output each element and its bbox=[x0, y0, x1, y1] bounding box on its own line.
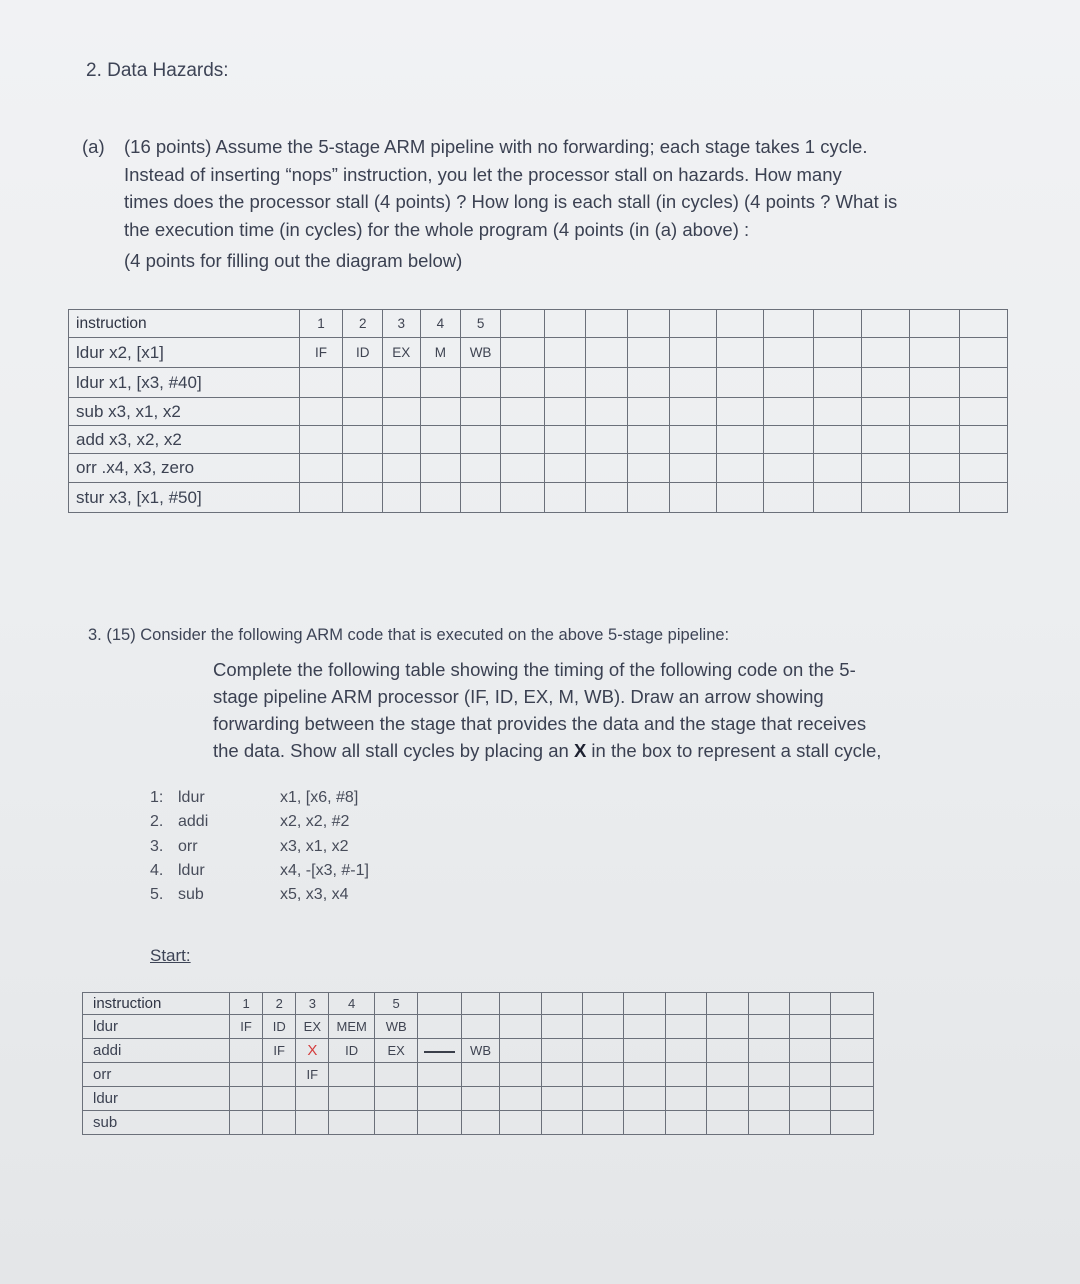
stage-cell[interactable] bbox=[500, 483, 544, 513]
part-a-label: (a) bbox=[82, 136, 105, 157]
stage-cell[interactable] bbox=[831, 1015, 874, 1039]
stage-cell[interactable] bbox=[544, 426, 586, 454]
stage-cell[interactable] bbox=[343, 454, 383, 483]
cycle-number-cell: 2 bbox=[343, 310, 383, 338]
stage-cell[interactable] bbox=[541, 1111, 582, 1135]
stage-cell[interactable] bbox=[418, 1087, 461, 1111]
stage-cell[interactable] bbox=[420, 483, 461, 513]
code-line-operands: x1, [x6, #8] bbox=[280, 789, 359, 806]
part-a-line-5: (4 points for filling out the diagram below) bbox=[124, 250, 463, 271]
stage-cell[interactable] bbox=[263, 1063, 296, 1087]
stage-cell[interactable]: ID bbox=[343, 338, 383, 368]
stage-cell[interactable]: EX bbox=[296, 1015, 329, 1039]
cycle-number-cell bbox=[418, 993, 461, 1015]
instruction-cell: sub bbox=[83, 1111, 230, 1135]
stage-cell[interactable] bbox=[959, 483, 1007, 513]
cycle-number-cell: 1 bbox=[299, 310, 343, 338]
stage-cell[interactable] bbox=[230, 1063, 263, 1087]
instruction-cell: stur x3, [x1, #50] bbox=[69, 483, 300, 513]
stage-cell[interactable] bbox=[790, 1087, 831, 1111]
cycle-number-cell bbox=[461, 993, 499, 1015]
table-row bbox=[83, 1063, 874, 1087]
stage-cell[interactable] bbox=[383, 398, 421, 426]
code-line-number: 4. bbox=[150, 861, 164, 879]
code-line-opcode: ldur bbox=[178, 789, 205, 806]
stage-cell[interactable]: MEM bbox=[329, 1015, 375, 1039]
stage-cell[interactable] bbox=[544, 368, 586, 398]
stage-cell[interactable] bbox=[813, 483, 861, 513]
section-3-line-4-a: the data. Show all stall cycles by placing an bbox=[213, 740, 574, 761]
table-header-row bbox=[69, 310, 1008, 338]
stage-cell[interactable] bbox=[959, 338, 1007, 368]
table-row bbox=[69, 426, 1008, 454]
stage-cell[interactable] bbox=[420, 454, 461, 483]
stage-cell[interactable] bbox=[500, 368, 544, 398]
stage-cell[interactable] bbox=[748, 1063, 789, 1087]
cycle-number-cell bbox=[500, 310, 544, 338]
code-line-opcode: sub bbox=[178, 886, 204, 904]
stage-cell[interactable] bbox=[959, 368, 1007, 398]
stage-cell[interactable] bbox=[461, 1111, 499, 1135]
stage-cell[interactable]: IF bbox=[296, 1063, 329, 1087]
instruction-cell: orr .x4, x3, zero bbox=[69, 454, 300, 483]
code-line-operands: x5, x3, x4 bbox=[280, 886, 349, 904]
stage-cell[interactable] bbox=[831, 1087, 874, 1111]
instruction-cell: ldur bbox=[83, 1015, 230, 1039]
cycle-number-cell bbox=[707, 993, 748, 1015]
section-3-line-4-b: in the box to represent a stall cycle, bbox=[586, 740, 882, 761]
stage-cell[interactable] bbox=[420, 398, 461, 426]
cycle-number-cell bbox=[500, 993, 541, 1015]
stage-cell[interactable]: IF bbox=[230, 1015, 263, 1039]
stage-cell[interactable] bbox=[500, 426, 544, 454]
stage-cell[interactable] bbox=[716, 338, 763, 368]
table-row bbox=[83, 1111, 874, 1135]
stage-cell[interactable] bbox=[586, 368, 628, 398]
cycle-number-cell: 1 bbox=[230, 993, 263, 1015]
stage-cell[interactable] bbox=[716, 483, 763, 513]
code-line-operands: x2, x2, #2 bbox=[280, 813, 350, 831]
code-line-number: 2. bbox=[150, 813, 164, 831]
pipeline-diagram-a bbox=[68, 309, 1008, 513]
stage-cell[interactable] bbox=[813, 338, 861, 368]
stage-cell[interactable] bbox=[763, 398, 813, 426]
stage-cell[interactable] bbox=[813, 398, 861, 426]
stage-cell[interactable] bbox=[628, 338, 670, 368]
stage-cell[interactable] bbox=[665, 1063, 706, 1087]
stage-cell[interactable] bbox=[669, 454, 716, 483]
stage-cell[interactable] bbox=[624, 1087, 665, 1111]
instruction-cell: ldur x2, [x1] bbox=[69, 338, 300, 368]
stage-cell[interactable] bbox=[586, 398, 628, 426]
pipeline-diagram-3 bbox=[82, 992, 874, 1135]
cycle-number-cell bbox=[861, 310, 909, 338]
stage-cell[interactable] bbox=[500, 398, 544, 426]
stage-cell[interactable] bbox=[861, 338, 909, 368]
stage-cell[interactable] bbox=[582, 1063, 623, 1087]
stage-cell[interactable] bbox=[909, 483, 959, 513]
instruction-cell: addi bbox=[83, 1039, 230, 1063]
stage-cell[interactable] bbox=[707, 1111, 748, 1135]
stage-cell[interactable]: WB bbox=[461, 1039, 499, 1063]
stage-cell[interactable]: IF bbox=[263, 1039, 296, 1063]
code-line bbox=[150, 810, 369, 834]
stage-cell[interactable] bbox=[763, 483, 813, 513]
stage-cell[interactable] bbox=[500, 338, 544, 368]
stage-cell[interactable] bbox=[861, 368, 909, 398]
code-line-operands: x3, x1, x2 bbox=[280, 837, 349, 855]
stage-cell[interactable] bbox=[624, 1063, 665, 1087]
part-a-line-2: Instead of inserting “nops” instruction, you let the processor stall on hazards. How many bbox=[124, 163, 842, 185]
code-line bbox=[150, 859, 369, 883]
stage-cell[interactable] bbox=[763, 454, 813, 483]
stage-cell[interactable] bbox=[461, 454, 501, 483]
stage-cell[interactable]: WB bbox=[374, 1015, 417, 1039]
stage-cell[interactable] bbox=[329, 1063, 375, 1087]
table-row bbox=[69, 398, 1008, 426]
stage-cell[interactable] bbox=[831, 1111, 874, 1135]
stage-cell[interactable] bbox=[716, 426, 763, 454]
section-3-line-1: Complete the following table showing the timing of the following code on the 5- bbox=[213, 659, 856, 680]
stage-cell[interactable] bbox=[861, 398, 909, 426]
stage-cell[interactable] bbox=[544, 483, 586, 513]
stage-cell[interactable] bbox=[230, 1111, 263, 1135]
stage-cell[interactable] bbox=[790, 1111, 831, 1135]
stage-cell[interactable] bbox=[628, 426, 670, 454]
stage-cell[interactable] bbox=[586, 338, 628, 368]
stage-cell[interactable] bbox=[831, 1063, 874, 1087]
stage-cell[interactable] bbox=[624, 1039, 665, 1063]
stage-cell[interactable] bbox=[665, 1039, 706, 1063]
stage-cell[interactable] bbox=[763, 426, 813, 454]
cycle-number-cell bbox=[541, 993, 582, 1015]
stage-cell[interactable] bbox=[582, 1015, 623, 1039]
stage-cell[interactable] bbox=[624, 1111, 665, 1135]
code-line-number: 5. bbox=[150, 886, 164, 904]
stage-cell[interactable] bbox=[230, 1039, 263, 1063]
stage-cell[interactable] bbox=[813, 368, 861, 398]
cycle-number-cell bbox=[582, 993, 623, 1015]
stage-cell[interactable]: WB bbox=[461, 338, 501, 368]
stage-cell[interactable] bbox=[299, 398, 343, 426]
stage-cell[interactable] bbox=[544, 454, 586, 483]
cycle-number-cell bbox=[813, 310, 861, 338]
cycle-number-cell bbox=[748, 993, 789, 1015]
stage-cell[interactable] bbox=[541, 1063, 582, 1087]
stage-cell[interactable] bbox=[418, 1015, 461, 1039]
stage-cell[interactable] bbox=[628, 368, 670, 398]
stage-cell[interactable] bbox=[716, 454, 763, 483]
stage-cell[interactable]: EX bbox=[383, 338, 421, 368]
cycle-number-cell bbox=[831, 993, 874, 1015]
table-row bbox=[83, 1039, 874, 1063]
stage-cell[interactable] bbox=[343, 398, 383, 426]
stage-cell[interactable]: ID bbox=[329, 1039, 375, 1063]
stage-cell[interactable]: M bbox=[420, 338, 461, 368]
stage-cell[interactable] bbox=[790, 1063, 831, 1087]
stage-cell[interactable] bbox=[763, 338, 813, 368]
stage-cell[interactable] bbox=[586, 454, 628, 483]
instruction-cell: ldur x1, [x3, #40] bbox=[69, 368, 300, 398]
stage-cell[interactable] bbox=[420, 368, 461, 398]
code-line bbox=[150, 883, 369, 907]
code-line bbox=[150, 786, 369, 810]
part-a-line-3: times does the processor stall (4 points) ? How long is each stall (in cycles) (4 points ? What is bbox=[124, 191, 898, 212]
stage-cell[interactable] bbox=[544, 398, 586, 426]
stage-cell[interactable] bbox=[959, 454, 1007, 483]
stage-cell[interactable] bbox=[343, 483, 383, 513]
stage-cell[interactable] bbox=[383, 368, 421, 398]
table-row bbox=[69, 368, 1008, 398]
stage-cell[interactable] bbox=[461, 368, 501, 398]
cycle-number-cell: 3 bbox=[383, 310, 421, 338]
stage-cell[interactable] bbox=[500, 1015, 541, 1039]
stage-cell[interactable] bbox=[461, 1087, 499, 1111]
stage-cell[interactable] bbox=[418, 1111, 461, 1135]
stage-cell[interactable] bbox=[329, 1111, 375, 1135]
stage-cell[interactable] bbox=[707, 1039, 748, 1063]
stage-cell[interactable] bbox=[461, 1063, 499, 1087]
stage-cell[interactable] bbox=[582, 1039, 623, 1063]
stage-cell[interactable] bbox=[500, 454, 544, 483]
stage-cell[interactable] bbox=[299, 454, 343, 483]
stage-cell[interactable] bbox=[909, 368, 959, 398]
stage-cell[interactable] bbox=[296, 1087, 329, 1111]
stage-cell[interactable] bbox=[707, 1063, 748, 1087]
stage-cell[interactable] bbox=[500, 1063, 541, 1087]
code-line-opcode: orr bbox=[178, 837, 198, 855]
instruction-cell: add x3, x2, x2 bbox=[69, 426, 300, 454]
cycle-number-cell: 4 bbox=[420, 310, 461, 338]
code-line-number: 3. bbox=[150, 837, 164, 855]
cycle-number-cell bbox=[624, 993, 665, 1015]
instruction-cell: orr bbox=[83, 1063, 230, 1087]
stage-cell[interactable] bbox=[263, 1087, 296, 1111]
stage-cell[interactable] bbox=[748, 1087, 789, 1111]
stage-cell[interactable] bbox=[230, 1087, 263, 1111]
stage-cell[interactable] bbox=[541, 1015, 582, 1039]
stage-cell[interactable] bbox=[418, 1063, 461, 1087]
table-row bbox=[69, 338, 1008, 368]
stage-cell[interactable] bbox=[500, 1111, 541, 1135]
cycle-number-cell: 2 bbox=[263, 993, 296, 1015]
stage-cell[interactable] bbox=[383, 483, 421, 513]
stage-cell[interactable] bbox=[748, 1111, 789, 1135]
stage-cell[interactable] bbox=[586, 426, 628, 454]
stage-cell[interactable] bbox=[461, 1015, 499, 1039]
stage-cell[interactable] bbox=[861, 426, 909, 454]
table-row bbox=[83, 1087, 874, 1111]
instruction-column-header: instruction bbox=[69, 310, 300, 338]
stage-cell[interactable] bbox=[263, 1111, 296, 1135]
section-3-line-2: stage pipeline ARM processor (IF, ID, EX, M, WB). Draw an arrow showing bbox=[213, 686, 824, 707]
stage-cell[interactable] bbox=[586, 483, 628, 513]
stage-cell[interactable] bbox=[790, 1015, 831, 1039]
stage-cell[interactable] bbox=[628, 483, 670, 513]
stage-cell[interactable] bbox=[909, 426, 959, 454]
stage-cell[interactable] bbox=[541, 1087, 582, 1111]
stage-cell[interactable] bbox=[861, 454, 909, 483]
stage-cell[interactable] bbox=[343, 368, 383, 398]
stage-cell[interactable] bbox=[418, 1039, 461, 1063]
cycle-number-cell: 4 bbox=[329, 993, 375, 1015]
stage-cell[interactable] bbox=[861, 483, 909, 513]
stage-cell[interactable] bbox=[500, 1039, 541, 1063]
stage-cell[interactable] bbox=[669, 368, 716, 398]
stage-cell[interactable] bbox=[665, 1015, 706, 1039]
code-line-opcode: ldur bbox=[178, 861, 205, 879]
stage-cell[interactable]: IF bbox=[299, 338, 343, 368]
stage-cell[interactable] bbox=[669, 426, 716, 454]
instruction-column-header: instruction bbox=[83, 993, 230, 1015]
stage-cell[interactable] bbox=[909, 338, 959, 368]
stage-cell[interactable] bbox=[628, 398, 670, 426]
stage-cell[interactable] bbox=[420, 426, 461, 454]
code-line-number: 1: bbox=[150, 789, 164, 806]
table-row bbox=[69, 483, 1008, 513]
cycle-number-cell bbox=[716, 310, 763, 338]
stage-cell[interactable] bbox=[707, 1015, 748, 1039]
stage-cell[interactable]: EX bbox=[374, 1039, 417, 1063]
stage-cell[interactable] bbox=[299, 368, 343, 398]
code-line-operands: x4, -[x3, #-1] bbox=[280, 861, 369, 879]
instruction-cell: sub x3, x1, x2 bbox=[69, 398, 300, 426]
stage-cell[interactable] bbox=[748, 1015, 789, 1039]
stage-cell[interactable] bbox=[909, 454, 959, 483]
part-a-question bbox=[82, 133, 897, 275]
stage-cell[interactable] bbox=[763, 368, 813, 398]
stall-cell[interactable]: X bbox=[296, 1039, 329, 1063]
section-3-heading: 3. (15) Consider the following ARM code that is executed on the above 5-stage pipeline: bbox=[88, 626, 730, 644]
cycle-number-cell bbox=[959, 310, 1007, 338]
stage-cell[interactable] bbox=[383, 426, 421, 454]
stage-cell[interactable] bbox=[461, 483, 501, 513]
part-a-line-4: the execution time (in cycles) for the whole program (4 points (in (a) above) : bbox=[124, 218, 750, 240]
stage-cell[interactable] bbox=[669, 483, 716, 513]
stage-cell[interactable] bbox=[707, 1087, 748, 1111]
stage-cell[interactable] bbox=[628, 454, 670, 483]
cycle-number-cell bbox=[790, 993, 831, 1015]
table-header-row bbox=[83, 993, 874, 1015]
stage-cell[interactable] bbox=[374, 1087, 417, 1111]
stage-cell[interactable] bbox=[813, 426, 861, 454]
code-line-opcode: addi bbox=[178, 813, 209, 831]
stage-cell[interactable] bbox=[665, 1087, 706, 1111]
stage-cell[interactable] bbox=[299, 426, 343, 454]
stage-cell[interactable] bbox=[669, 338, 716, 368]
stage-cell[interactable] bbox=[329, 1087, 375, 1111]
code-listing bbox=[150, 786, 369, 907]
part-a-line-1: (16 points) Assume the 5-stage ARM pipeline with no forwarding; each stage takes 1 cycle. bbox=[124, 136, 868, 157]
forwarding-dash bbox=[424, 1051, 454, 1053]
stage-cell[interactable]: ID bbox=[263, 1015, 296, 1039]
cycle-number-cell bbox=[909, 310, 959, 338]
stall-mark-x: X bbox=[573, 740, 587, 761]
cycle-number-cell bbox=[669, 310, 716, 338]
instruction-cell: ldur bbox=[83, 1087, 230, 1111]
code-line bbox=[150, 835, 369, 859]
cycle-number-cell bbox=[628, 310, 670, 338]
table-row bbox=[69, 454, 1008, 483]
cycle-number-cell: 3 bbox=[296, 993, 329, 1015]
stage-cell[interactable] bbox=[582, 1111, 623, 1135]
stage-cell[interactable] bbox=[296, 1111, 329, 1135]
stage-cell[interactable] bbox=[374, 1111, 417, 1135]
stage-cell[interactable] bbox=[813, 454, 861, 483]
cycle-number-cell: 5 bbox=[374, 993, 417, 1015]
stage-cell[interactable] bbox=[500, 1087, 541, 1111]
cycle-number-cell bbox=[586, 310, 628, 338]
stage-cell[interactable] bbox=[461, 426, 501, 454]
stage-cell[interactable] bbox=[665, 1111, 706, 1135]
cycle-number-cell: 5 bbox=[461, 310, 501, 338]
stage-cell[interactable] bbox=[624, 1015, 665, 1039]
stage-cell[interactable] bbox=[716, 368, 763, 398]
stage-cell[interactable] bbox=[790, 1039, 831, 1063]
stage-cell[interactable] bbox=[343, 426, 383, 454]
section-3-line-3: forwarding between the stage that provides the data and the stage that receives bbox=[213, 713, 867, 734]
section-3-instructions bbox=[213, 656, 881, 764]
stage-cell[interactable] bbox=[582, 1087, 623, 1111]
stage-cell[interactable] bbox=[909, 398, 959, 426]
cycle-number-cell bbox=[763, 310, 813, 338]
section-2-heading: 2. Data Hazards: bbox=[86, 60, 229, 81]
cycle-number-cell bbox=[665, 993, 706, 1015]
stage-cell[interactable] bbox=[541, 1039, 582, 1063]
stage-cell[interactable] bbox=[669, 398, 716, 426]
section-3-line-4 bbox=[213, 737, 881, 764]
stage-cell[interactable] bbox=[374, 1063, 417, 1087]
cycle-number-cell bbox=[544, 310, 586, 338]
stage-cell[interactable] bbox=[959, 398, 1007, 426]
stage-cell[interactable] bbox=[383, 454, 421, 483]
start-label: Start: bbox=[150, 946, 191, 965]
stage-cell[interactable] bbox=[299, 483, 343, 513]
stage-cell[interactable] bbox=[748, 1039, 789, 1063]
table-row bbox=[83, 1015, 874, 1039]
stage-cell[interactable] bbox=[959, 426, 1007, 454]
stage-cell[interactable] bbox=[716, 398, 763, 426]
stage-cell[interactable] bbox=[831, 1039, 874, 1063]
stage-cell[interactable] bbox=[544, 338, 586, 368]
stage-cell[interactable] bbox=[461, 398, 501, 426]
